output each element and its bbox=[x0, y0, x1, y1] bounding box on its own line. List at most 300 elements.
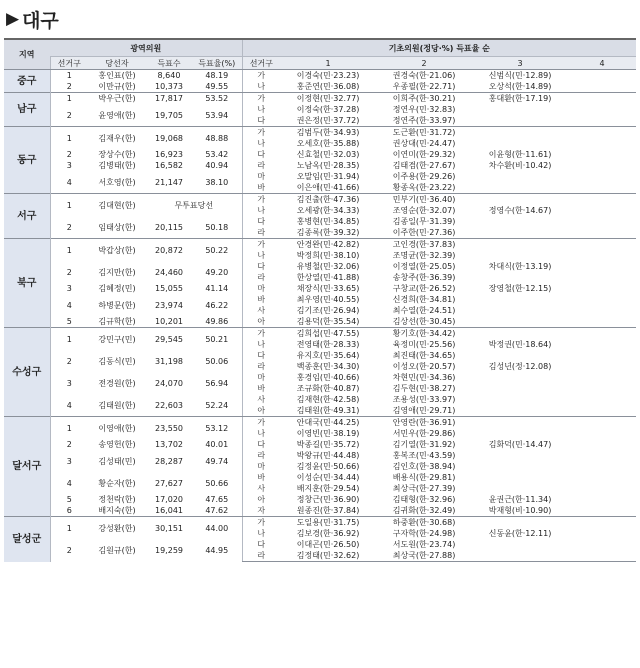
metro-winner: 김규학(한) bbox=[88, 316, 146, 328]
basic-candidate bbox=[568, 383, 636, 394]
metro-winner: 홍인표(한) bbox=[88, 70, 146, 82]
metro-votes: 19,705 bbox=[155, 110, 183, 120]
metro-winner: 김혜정(민) bbox=[98, 284, 136, 293]
metro-winner: 정천락(한) bbox=[98, 495, 136, 504]
metro-rate: 40.01 bbox=[205, 440, 229, 449]
basic-candidate: 박왕규(민·44.48) bbox=[296, 451, 360, 460]
basic-candidate bbox=[568, 194, 636, 206]
basic-candidate: 정연주(한·33.97) bbox=[376, 115, 472, 127]
metro-district: 5 bbox=[50, 316, 88, 328]
basic-candidate bbox=[568, 405, 636, 417]
basic-candidate bbox=[568, 250, 636, 261]
basic-candidate: 김정윤(민·50.66) bbox=[296, 462, 360, 471]
metro-votes: 10,373 bbox=[146, 81, 192, 93]
basic-candidate bbox=[568, 272, 636, 283]
metro-winner: 이만규(한) bbox=[88, 81, 146, 93]
metro-votes: 무투표당선 bbox=[146, 194, 242, 217]
metro-district: 2 bbox=[50, 104, 88, 127]
basic-candidate: 백종훈(민·34.30) bbox=[296, 362, 360, 371]
basic-candidate: 조용성(민·33.97) bbox=[392, 395, 456, 404]
basic-candidate bbox=[472, 115, 568, 127]
basic-district: 아 bbox=[242, 494, 280, 505]
metro-votes: 19,068 bbox=[146, 127, 192, 150]
basic-candidate: 채장식(민·33.65) bbox=[296, 284, 360, 293]
metro-district: 4 bbox=[50, 472, 88, 494]
metro-winner: 임태상(한) bbox=[98, 222, 136, 232]
basic-candidate bbox=[568, 505, 636, 517]
basic-candidate: 황종옥(한·23.22) bbox=[376, 182, 472, 194]
metro-rate: 53.42 bbox=[205, 150, 229, 159]
metro-winner: 김성태(민) bbox=[98, 456, 136, 466]
basic-candidate bbox=[472, 428, 568, 439]
metro-district: 2 bbox=[50, 81, 88, 93]
basic-district: 다 bbox=[242, 439, 280, 450]
basic-candidate: 장영철(한·12.15) bbox=[488, 284, 552, 293]
basic-district: 나 bbox=[242, 339, 280, 350]
basic-candidate: 안대국(민·44.25) bbox=[280, 417, 376, 429]
metro-votes: 20,872 bbox=[146, 239, 192, 262]
region-name: 중구 bbox=[4, 70, 50, 93]
basic-candidate bbox=[568, 294, 636, 305]
metro-rate: 53.52 bbox=[192, 93, 242, 105]
basic-candidate: 원종진(한·37.84) bbox=[280, 505, 376, 517]
region-name: 북구 bbox=[4, 239, 50, 328]
metro-rate: 56.94 bbox=[205, 378, 229, 388]
metro-votes: 15,055 bbox=[155, 284, 183, 293]
metro-district: 3 bbox=[50, 160, 88, 171]
basic-candidate: 김기조(민·26.94) bbox=[296, 306, 360, 315]
basic-candidate bbox=[472, 127, 568, 139]
basic-candidate: 신동윤(한·12.11) bbox=[488, 529, 552, 538]
basic-candidate: 조명균(한·32.39) bbox=[392, 251, 456, 260]
basic-candidate bbox=[472, 316, 568, 328]
metro-winner: 김재우(한) bbox=[88, 127, 146, 150]
table-row bbox=[4, 505, 636, 517]
basic-candidate: 오말임(민·31.94) bbox=[296, 172, 360, 181]
rank3-header: 3 bbox=[472, 57, 568, 70]
basic-candidate: 최상극(한·27.39) bbox=[392, 484, 456, 493]
table-row bbox=[4, 194, 636, 206]
table-row bbox=[4, 127, 636, 139]
table-row bbox=[4, 261, 636, 272]
basic-candidate: 김상선(한·30.45) bbox=[376, 316, 472, 328]
basic-candidate: 김보경(한·36.92) bbox=[296, 529, 360, 538]
basic-candidate: 이정열(한·25.05) bbox=[392, 262, 456, 271]
basic-district: 가 bbox=[242, 194, 280, 206]
basic-candidate: 김종일(무·31.39) bbox=[392, 217, 456, 226]
basic-candidate bbox=[568, 417, 636, 429]
basic-candidate bbox=[472, 305, 568, 316]
metro-votes: 21,147 bbox=[155, 177, 183, 187]
metro-district: 2 bbox=[50, 261, 88, 283]
basic-candidate: 김태원(한·49.31) bbox=[280, 405, 376, 417]
table-row bbox=[4, 372, 636, 383]
basic-district: 가 bbox=[242, 127, 280, 139]
metro-votes: 28,287 bbox=[155, 456, 183, 466]
basic-district: 나 bbox=[242, 205, 280, 216]
table-row bbox=[4, 539, 636, 550]
basic-candidate: 오세광(한·34.33) bbox=[296, 206, 360, 215]
table-row bbox=[4, 494, 636, 505]
basic-candidate bbox=[472, 239, 568, 251]
metro-district: 1 bbox=[50, 93, 88, 105]
metro-district: 2 bbox=[50, 539, 88, 562]
basic-candidate: 육정미(민·25.56) bbox=[392, 340, 456, 349]
basic-candidate bbox=[568, 361, 636, 372]
basic-candidate: 민부기(민·36.40) bbox=[376, 194, 472, 206]
basic-candidate: 이희주(한·30.21) bbox=[376, 93, 472, 105]
basic-candidate: 이윤형(한·11.61) bbox=[488, 150, 552, 159]
basic-candidate bbox=[568, 283, 636, 294]
basic-candidate bbox=[568, 394, 636, 405]
basic-candidate bbox=[568, 182, 636, 194]
basic-district: 다 bbox=[242, 115, 280, 127]
table-row bbox=[4, 439, 636, 450]
metro-votes: 27,627 bbox=[155, 478, 183, 488]
basic-district: 나 bbox=[242, 250, 280, 261]
basic-candidate: 신범식(민·12.89) bbox=[472, 70, 568, 82]
basic-candidate: 김용덕(한·35.54) bbox=[280, 316, 376, 328]
basic-district: 아 bbox=[242, 316, 280, 328]
metro-votes: 23,974 bbox=[155, 300, 183, 310]
table-row bbox=[4, 160, 636, 171]
basic-candidate bbox=[472, 472, 568, 483]
basic-candidate: 이주한(민·27.36) bbox=[376, 227, 472, 239]
basic-candidate: 이성오(한·20.57) bbox=[392, 362, 456, 371]
page-title bbox=[0, 0, 640, 38]
metro-rate: 47.62 bbox=[192, 505, 242, 517]
basic-district: 바 bbox=[242, 383, 280, 394]
basic-district: 마 bbox=[242, 461, 280, 472]
basic-district: 사 bbox=[242, 483, 280, 494]
basic-district: 가 bbox=[242, 239, 280, 251]
basic-candidate bbox=[568, 517, 636, 529]
basic-candidate: 조영순(한·32.07) bbox=[392, 206, 456, 215]
metro-winner: 김지만(한) bbox=[98, 267, 136, 277]
basic-candidate: 차대식(한·13.19) bbox=[488, 262, 552, 271]
basic-district: 다 bbox=[242, 350, 280, 361]
basic-candidate: 박정희(민·38.10) bbox=[296, 251, 360, 260]
basic-district: 가 bbox=[242, 328, 280, 340]
basic-candidate bbox=[568, 261, 636, 272]
basic-candidate bbox=[568, 428, 636, 439]
metro-rate: 46.22 bbox=[205, 300, 229, 310]
basic-candidate: 김진출(한·47.36) bbox=[280, 194, 376, 206]
metro-winner: 하병문(한) bbox=[98, 300, 136, 310]
basic-district: 마 bbox=[242, 171, 280, 182]
metro-winner: 윤영애(한) bbox=[98, 110, 136, 120]
basic-candidate: 차수환(비·10.42) bbox=[488, 161, 552, 170]
table-row bbox=[4, 294, 636, 305]
basic-candidate bbox=[568, 216, 636, 227]
basic-candidate bbox=[568, 450, 636, 461]
metro-rate: 48.19 bbox=[192, 70, 242, 82]
basic-candidate: 한상열(민·41.88) bbox=[296, 273, 360, 282]
basic-candidate bbox=[568, 149, 636, 160]
basic-district: 라 bbox=[242, 160, 280, 171]
basic-candidate bbox=[472, 417, 568, 429]
metro-rate: 52.24 bbox=[205, 400, 229, 410]
basic-candidate bbox=[568, 339, 636, 350]
basic-candidate: 안경완(민·42.82) bbox=[280, 239, 376, 251]
metro-district: 1 bbox=[50, 127, 88, 150]
basic-candidate: 최우영(민·40.55) bbox=[296, 295, 360, 304]
region-name: 서구 bbox=[4, 194, 50, 239]
metro-votes: 16,923 bbox=[155, 150, 183, 159]
basic-candidate bbox=[568, 328, 636, 340]
basic-candidate: 유병철(민·32.06) bbox=[296, 262, 360, 271]
basic-candidate bbox=[568, 472, 636, 483]
basic-candidate: 배용식(한·29.81) bbox=[392, 473, 456, 482]
basic-candidate bbox=[472, 227, 568, 239]
basic-candidate: 김두현(민·38.27) bbox=[392, 384, 456, 393]
metro-rate: 53.94 bbox=[205, 110, 229, 120]
basic-candidate bbox=[568, 350, 636, 361]
region-header: 지역 bbox=[4, 39, 50, 70]
basic-candidate: 김인호(한·38.94) bbox=[392, 462, 456, 471]
basic-candidate: 안영란(한·36.91) bbox=[376, 417, 472, 429]
basic-candidate: 이대곤(민·26.50) bbox=[296, 540, 360, 549]
metro-district: 4 bbox=[50, 394, 88, 417]
metro-rate: 44.95 bbox=[205, 545, 229, 555]
basic-district: 마 bbox=[242, 283, 280, 294]
basic-candidate bbox=[472, 483, 568, 494]
basic-district: 나 bbox=[242, 81, 280, 93]
metro-district: 1 bbox=[50, 417, 88, 440]
basic-candidate: 김귀화(한·32.49) bbox=[376, 505, 472, 517]
basic-candidate: 노남옥(민·28.35) bbox=[296, 161, 360, 170]
metro-district: 2 bbox=[50, 350, 88, 372]
basic-candidate bbox=[568, 239, 636, 251]
basic-candidate: 정연우(민·32.83) bbox=[392, 105, 456, 114]
winner-header: 당선자 bbox=[88, 57, 146, 70]
basic-candidate: 최상국(한·27.88) bbox=[376, 550, 472, 562]
metro-district: 1 bbox=[50, 517, 88, 540]
basic-district: 가 bbox=[242, 70, 280, 82]
metro-rate: 40.94 bbox=[205, 161, 229, 170]
table-row bbox=[4, 517, 636, 529]
table-row bbox=[4, 93, 636, 105]
basic-candidate: 홍준연(민·36.08) bbox=[280, 81, 376, 93]
basic-candidate bbox=[472, 138, 568, 149]
region-name: 동구 bbox=[4, 127, 50, 194]
metro-winner: 서호영(한) bbox=[98, 177, 136, 187]
basic-candidate: 김범두(한·34.93) bbox=[280, 127, 376, 139]
basic-candidate bbox=[568, 439, 636, 450]
basic-candidate: 고인경(한·37.83) bbox=[376, 239, 472, 251]
region-name: 남구 bbox=[4, 93, 50, 127]
basic-candidate: 김재현(한·42.58) bbox=[296, 395, 360, 404]
metro-winner: 배지숙(한) bbox=[88, 505, 146, 517]
metro-district: 1 bbox=[50, 239, 88, 262]
basic-candidate bbox=[568, 70, 636, 82]
basic-candidate: 유지호(민·35.64) bbox=[296, 351, 360, 360]
metro-rate: 47.65 bbox=[205, 495, 229, 504]
basic-district: 라 bbox=[242, 227, 280, 239]
basic-candidate bbox=[568, 316, 636, 328]
basic-candidate: 김기열(한·31.92) bbox=[392, 440, 456, 449]
basic-candidate: 권은정(민·37.72) bbox=[280, 115, 376, 127]
metro-votes: 13,702 bbox=[155, 440, 183, 449]
basic-candidate: 김종록(한·39.32) bbox=[280, 227, 376, 239]
metro-district: 2 bbox=[50, 216, 88, 239]
basic-district: 나 bbox=[242, 428, 280, 439]
basic-district: 사 bbox=[242, 394, 280, 405]
basic-candidate bbox=[472, 372, 568, 383]
metro-votes: 19,259 bbox=[155, 545, 183, 555]
basic-candidate bbox=[568, 115, 636, 127]
metro-rate: 50.06 bbox=[205, 356, 229, 366]
basic-candidate: 권경숙(한·21.06) bbox=[376, 70, 472, 82]
metro-district: 1 bbox=[50, 70, 88, 82]
basic-candidate: 최진태(한·34.65) bbox=[392, 351, 456, 360]
metro-votes: 10,201 bbox=[146, 316, 192, 328]
basic-candidate bbox=[472, 272, 568, 283]
basic-candidate: 박정권(민·18.64) bbox=[488, 340, 552, 349]
basic-candidate bbox=[472, 194, 568, 206]
basic-candidate: 이영빈(민·38.19) bbox=[296, 429, 360, 438]
basic-candidate bbox=[472, 450, 568, 461]
metro-winner: 박갑상(한) bbox=[88, 239, 146, 262]
table-row bbox=[4, 171, 636, 182]
basic-candidate: 홍경임(민·40.66) bbox=[296, 373, 360, 382]
table-row bbox=[4, 417, 636, 429]
votes-header: 득표수 bbox=[146, 57, 192, 70]
basic-candidate: 이성순(민·34.44) bbox=[296, 473, 360, 482]
basic-district: 라 bbox=[242, 272, 280, 283]
basic-candidate bbox=[568, 227, 636, 239]
metro-rate: 44.00 bbox=[192, 517, 242, 540]
basic-candidate: 이경숙(민·23.23) bbox=[280, 70, 376, 82]
basic-district: 다 bbox=[242, 261, 280, 272]
basic-candidate: 김태형(한·32.96) bbox=[392, 495, 456, 504]
basic-candidate bbox=[472, 517, 568, 529]
basic-candidate: 김태겸(한·27.67) bbox=[392, 161, 456, 170]
rate-header: 득표율(%) bbox=[192, 57, 242, 70]
metro-winner: 황순자(한) bbox=[98, 478, 136, 488]
metro-votes: 24,070 bbox=[155, 378, 183, 388]
basic-candidate: 신경희(한·34.81) bbox=[392, 295, 456, 304]
basic-district: 자 bbox=[242, 505, 280, 517]
metro-district: 1 bbox=[50, 328, 88, 351]
table-row bbox=[4, 350, 636, 361]
region-name: 달성군 bbox=[4, 517, 50, 562]
metro-rate: 38.10 bbox=[205, 177, 229, 187]
metro-district: 4 bbox=[50, 171, 88, 194]
basic-district: 가 bbox=[242, 417, 280, 429]
metro-votes: 29,545 bbox=[146, 328, 192, 351]
basic-candidate: 김영애(민·29.71) bbox=[376, 405, 472, 417]
metro-votes: 17,020 bbox=[155, 495, 183, 504]
basic-candidate bbox=[472, 104, 568, 115]
basic-candidate bbox=[568, 494, 636, 505]
table-row bbox=[4, 70, 636, 82]
basic-candidate: 배지훈(한·29.54) bbox=[296, 484, 360, 493]
metro-district: 6 bbox=[50, 505, 88, 517]
basic-district: 사 bbox=[242, 305, 280, 316]
table-row bbox=[4, 81, 636, 93]
metro-district: 4 bbox=[50, 294, 88, 316]
region-name: 달서구 bbox=[4, 417, 50, 517]
rank4-header: 4 bbox=[568, 57, 636, 70]
basic-candidate bbox=[472, 182, 568, 194]
basic-candidate: 구창교(한·26.52) bbox=[392, 284, 456, 293]
metro-winner: 이영애(한) bbox=[88, 417, 146, 440]
basic-district: 라 bbox=[242, 361, 280, 372]
basic-candidate bbox=[568, 171, 636, 182]
metro-rate: 49.55 bbox=[192, 81, 242, 93]
basic-candidate: 이정숙(한·37.28) bbox=[296, 105, 360, 114]
basic-candidate: 우종필(한·22.71) bbox=[376, 81, 472, 93]
metro-winner: 강성환(한) bbox=[88, 517, 146, 540]
basic-candidate: 신효철(민·32.03) bbox=[296, 150, 360, 159]
basic-candidate bbox=[472, 250, 568, 261]
metro-rate: 50.21 bbox=[192, 328, 242, 351]
basic-candidate bbox=[568, 528, 636, 539]
district-header: 선거구 bbox=[50, 57, 88, 70]
basic-candidate bbox=[568, 205, 636, 216]
basic-candidate bbox=[568, 550, 636, 562]
basic-candidate: 이정현(민·32.77) bbox=[280, 93, 376, 105]
basic-district: 다 bbox=[242, 539, 280, 550]
basic-candidate bbox=[568, 372, 636, 383]
metro-district: 3 bbox=[50, 283, 88, 294]
basic-district: 라 bbox=[242, 450, 280, 461]
table-row bbox=[4, 239, 636, 251]
metro-winner: 김병태(한) bbox=[98, 161, 136, 170]
rank2-header: 2 bbox=[376, 57, 472, 70]
table-row bbox=[4, 328, 636, 340]
metro-rate: 41.14 bbox=[205, 284, 229, 293]
basic-district: 바 bbox=[242, 472, 280, 483]
basic-candidate bbox=[568, 93, 636, 105]
table-row bbox=[4, 450, 636, 461]
basic-candidate bbox=[568, 138, 636, 149]
basic-candidate: 박종길(민·35.72) bbox=[296, 440, 360, 449]
metro-votes: 16,582 bbox=[155, 161, 183, 170]
title-text: 대구 bbox=[22, 9, 59, 32]
metro-votes: 23,550 bbox=[146, 417, 192, 440]
basic-district: 가 bbox=[242, 93, 280, 105]
table-row bbox=[4, 472, 636, 483]
basic-candidate bbox=[568, 81, 636, 93]
election-results-table bbox=[4, 38, 636, 562]
basic-candidate: 전영태(한·28.33) bbox=[296, 340, 360, 349]
basic-candidate: 조규화(한·40.87) bbox=[296, 384, 360, 393]
basic-candidate bbox=[472, 394, 568, 405]
metro-winner: 송영헌(한) bbox=[98, 440, 136, 449]
basic-candidate bbox=[568, 104, 636, 115]
basic-candidate: 서도원(한·23.74) bbox=[392, 540, 456, 549]
metro-votes: 22,603 bbox=[155, 400, 183, 410]
metro-winner: 김태원(한) bbox=[98, 400, 136, 410]
basic-candidate: 이주용(한·29.26) bbox=[392, 172, 456, 181]
basic-candidate: 정창근(민·36.90) bbox=[296, 495, 360, 504]
basic-candidate: 홍대환(한·17.19) bbox=[472, 93, 568, 105]
metro-votes: 20,115 bbox=[155, 222, 183, 232]
basic-candidate: 정영수(한·14.67) bbox=[488, 206, 552, 215]
metro-votes: 17,817 bbox=[146, 93, 192, 105]
basic-candidate: 김희섭(민·47.55) bbox=[280, 328, 376, 340]
metro-header: 광역의원 bbox=[50, 39, 242, 57]
basic-candidate bbox=[568, 160, 636, 171]
basic-candidate: 차현민(민·34.36) bbox=[392, 373, 456, 382]
basic-candidate bbox=[472, 328, 568, 340]
metro-winner: 김동식(민) bbox=[98, 356, 136, 366]
basic-candidate bbox=[568, 539, 636, 550]
basic-candidate bbox=[472, 350, 568, 361]
basic-candidate: 권상대(민·24.47) bbox=[392, 139, 456, 148]
